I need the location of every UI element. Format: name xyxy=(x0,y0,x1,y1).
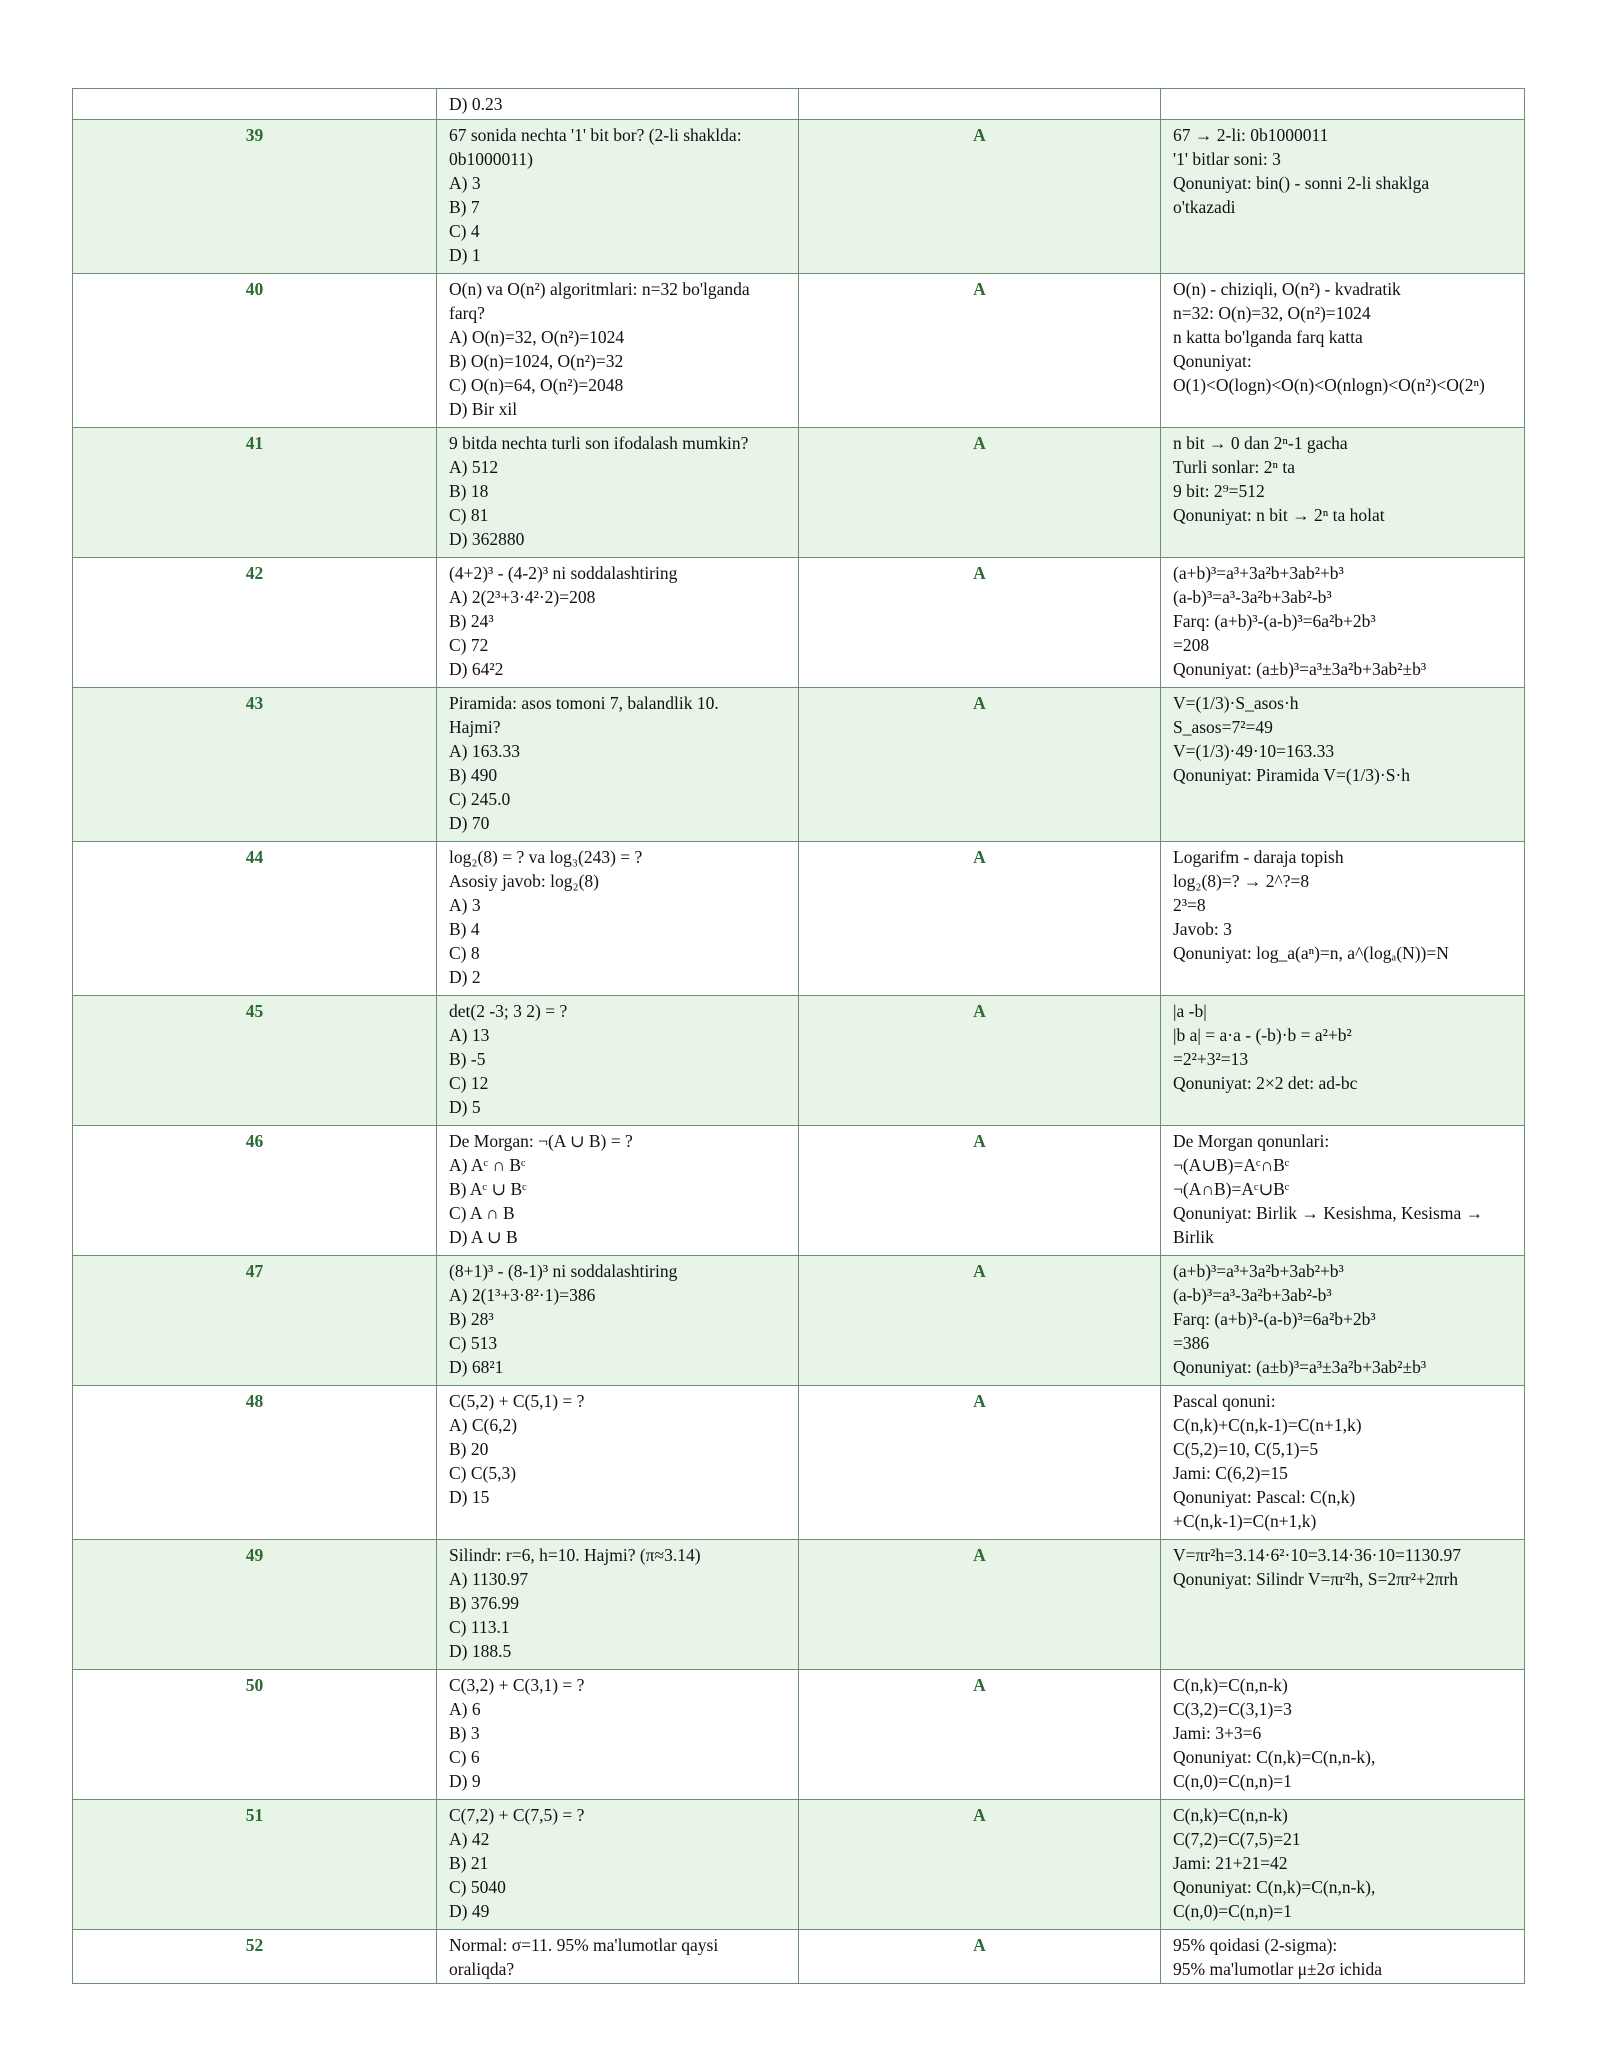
table-row xyxy=(73,1540,1525,1670)
question-line: det(2 -3; 3 2) = ? xyxy=(449,1001,568,1021)
explanation-line: (a-b)³=a³-3a²b+3ab²-b³ xyxy=(1173,1285,1332,1305)
explanation-line: 67 → 2-li: 0b1000011 xyxy=(1173,125,1329,145)
question-cell xyxy=(437,274,799,428)
explanation-line: ¬(A∩B)=Aᶜ∪Bᶜ xyxy=(1173,1179,1290,1199)
question-number: 52 xyxy=(73,1930,437,1984)
correct-answer: A xyxy=(799,1126,1161,1256)
explanation-line: +C(n,k-1)=C(n+1,k) xyxy=(1173,1511,1317,1531)
question-line: B) -5 xyxy=(449,1049,486,1069)
table-row xyxy=(73,120,1525,274)
question-line: D) A ∪ B xyxy=(449,1227,518,1247)
question-line: 0b1000011) xyxy=(449,149,533,169)
explanation-cell xyxy=(1161,1670,1525,1800)
table-row xyxy=(73,688,1525,842)
explanation-line: =2²+3²=13 xyxy=(1173,1049,1249,1069)
table-row xyxy=(73,428,1525,558)
question-line: C) 8 xyxy=(449,943,480,963)
explanation-line: log₂(8)=? → 2^?=8 xyxy=(1173,871,1310,891)
question-line: A) 13 xyxy=(449,1025,490,1045)
explanation-line: =208 xyxy=(1173,635,1210,655)
table-row xyxy=(73,1256,1525,1386)
question-line: Silindr: r=6, h=10. Hajmi? (π≈3.14) xyxy=(449,1545,701,1565)
explanation-line: Qonuniyat: Pascal: C(n,k) xyxy=(1173,1487,1356,1507)
explanation-line: |b a| = a·a - (-b)·b = a²+b² xyxy=(1173,1025,1352,1045)
question-line: A) 3 xyxy=(449,895,481,915)
explanation-line: =386 xyxy=(1173,1333,1210,1353)
question-cell xyxy=(437,842,799,996)
explanation-cell xyxy=(1161,1256,1525,1386)
question-line: C) 81 xyxy=(449,505,489,525)
table-row xyxy=(73,842,1525,996)
question-line: A) O(n)=32, O(n²)=1024 xyxy=(449,327,625,347)
question-line: Piramida: asos tomoni 7, balandlik 10. xyxy=(449,693,719,713)
explanation-line: C(7,2)=C(7,5)=21 xyxy=(1173,1829,1301,1849)
question-line: C) 513 xyxy=(449,1333,498,1353)
question-line: De Morgan: ¬(A ∪ B) = ? xyxy=(449,1131,633,1151)
explanation-line: Jami: C(6,2)=15 xyxy=(1173,1463,1288,1483)
question-number: 44 xyxy=(73,842,437,996)
correct-answer: A xyxy=(799,688,1161,842)
explanation-cell xyxy=(1161,558,1525,688)
question-line: A) 1130.97 xyxy=(449,1569,529,1589)
explanation-line: C(n,0)=C(n,n)=1 xyxy=(1173,1901,1292,1921)
explanation-cell xyxy=(1161,688,1525,842)
explanation-cell xyxy=(1161,1126,1525,1256)
question-line: C(5,2) + C(5,1) = ? xyxy=(449,1391,585,1411)
question-line: D) 188.5 xyxy=(449,1641,512,1661)
explanation-line: Qonuniyat: Piramida V=(1/3)·S·h xyxy=(1173,765,1411,785)
explanation-line: De Morgan qonunlari: xyxy=(1173,1131,1330,1151)
question-number: 45 xyxy=(73,996,437,1126)
explanation-line: V=πr²h=3.14·6²·10=3.14·36·10=1130.97 xyxy=(1173,1545,1462,1565)
explanation-line: Qonuniyat: (a±b)³=a³±3a²b+3ab²±b³ xyxy=(1173,1357,1427,1377)
question-cell xyxy=(437,1930,799,1984)
correct-answer: A xyxy=(799,842,1161,996)
question-line: A) 512 xyxy=(449,457,499,477)
explanation-line: Qonuniyat: log_a(aⁿ)=n, a^(logₐ(N))=N xyxy=(1173,943,1449,963)
question-line: D) 64²2 xyxy=(449,659,504,679)
question-line: A) Aᶜ ∩ Bᶜ xyxy=(449,1155,526,1175)
question-number: 39 xyxy=(73,120,437,274)
correct-answer: A xyxy=(799,274,1161,428)
explanation-line: Logarifm - daraja topish xyxy=(1173,847,1344,867)
question-line: Normal: σ=11. 95% ma'lumotlar qaysi xyxy=(449,1935,719,1955)
question-line: C(3,2) + C(3,1) = ? xyxy=(449,1675,585,1695)
explanation-line: O(n) - chiziqli, O(n²) - kvadratik xyxy=(1173,279,1401,299)
question-line: B) 490 xyxy=(449,765,498,785)
correct-answer: A xyxy=(799,428,1161,558)
question-line: D) 362880 xyxy=(449,529,525,549)
question-number xyxy=(73,89,437,120)
question-line: C) 72 xyxy=(449,635,489,655)
explanation-line: C(n,0)=C(n,n)=1 xyxy=(1173,1771,1292,1791)
table-row xyxy=(73,1800,1525,1930)
question-line: O(n) va O(n²) algoritmlari: n=32 bo'lganda xyxy=(449,279,750,299)
correct-answer: A xyxy=(799,1540,1161,1670)
explanation-line: V=(1/3)·S_asos·h xyxy=(1173,693,1299,713)
question-line: oraliqda? xyxy=(449,1959,515,1979)
question-line: B) 20 xyxy=(449,1439,489,1459)
table-row xyxy=(73,1386,1525,1540)
question-number: 51 xyxy=(73,1800,437,1930)
explanation-line: C(n,k)=C(n,n-k) xyxy=(1173,1805,1288,1825)
question-line: D) 15 xyxy=(449,1487,490,1507)
question-line: B) 18 xyxy=(449,481,489,501)
question-line: C) C(5,3) xyxy=(449,1463,517,1483)
table-row xyxy=(73,274,1525,428)
explanation-line: n bit → 0 dan 2ⁿ-1 gacha xyxy=(1173,433,1348,453)
explanation-line: Qonuniyat: (a±b)³=a³±3a²b+3ab²±b³ xyxy=(1173,659,1427,679)
question-line: D) 1 xyxy=(449,245,481,265)
question-line: B) 7 xyxy=(449,197,480,217)
question-line: D) 2 xyxy=(449,967,481,987)
question-number: 49 xyxy=(73,1540,437,1670)
question-cell xyxy=(437,1386,799,1540)
explanation-cell xyxy=(1161,89,1525,120)
question-line: C) 12 xyxy=(449,1073,489,1093)
explanation-line: Qonuniyat: 2×2 det: ad-bc xyxy=(1173,1073,1358,1093)
question-line: B) Aᶜ ∪ Bᶜ xyxy=(449,1179,527,1199)
question-cell xyxy=(437,1540,799,1670)
question-line: D) 9 xyxy=(449,1771,481,1791)
question-cell xyxy=(437,120,799,274)
explanation-line: Qonuniyat: n bit → 2ⁿ ta holat xyxy=(1173,505,1385,525)
question-line: D) 0.23 xyxy=(449,94,503,114)
question-number: 47 xyxy=(73,1256,437,1386)
question-line: 9 bitda nechta turli son ifodalash mumkin? xyxy=(449,433,749,453)
explanation-cell xyxy=(1161,120,1525,274)
explanation-line: C(3,2)=C(3,1)=3 xyxy=(1173,1699,1292,1719)
question-number: 50 xyxy=(73,1670,437,1800)
explanation-line: 95% qoidasi (2-sigma): xyxy=(1173,1935,1338,1955)
question-line: B) 28³ xyxy=(449,1309,494,1329)
explanation-line: Qonuniyat: C(n,k)=C(n,n-k), xyxy=(1173,1747,1376,1767)
explanation-cell xyxy=(1161,1930,1525,1984)
question-line: A) 3 xyxy=(449,173,481,193)
explanation-line: Javob: 3 xyxy=(1173,919,1232,939)
question-line: B) 376.99 xyxy=(449,1593,519,1613)
correct-answer: A xyxy=(799,1800,1161,1930)
question-line: A) 6 xyxy=(449,1699,481,1719)
answer-table xyxy=(72,88,1525,1984)
question-line: C) A ∩ B xyxy=(449,1203,515,1223)
correct-answer: A xyxy=(799,1386,1161,1540)
explanation-line: C(5,2)=10, C(5,1)=5 xyxy=(1173,1439,1319,1459)
question-number: 42 xyxy=(73,558,437,688)
explanation-line: C(n,k)=C(n,n-k) xyxy=(1173,1675,1288,1695)
explanation-line: n katta bo'lganda farq katta xyxy=(1173,327,1363,347)
explanation-line: V=(1/3)·49·10=163.33 xyxy=(1173,741,1335,761)
explanation-cell xyxy=(1161,1540,1525,1670)
question-line: D) 5 xyxy=(449,1097,481,1117)
question-line: Hajmi? xyxy=(449,717,501,737)
explanation-line: (a+b)³=a³+3a²b+3ab²+b³ xyxy=(1173,1261,1344,1281)
question-line: A) 2(2³+3·4²·2)=208 xyxy=(449,587,596,607)
explanation-line: '1' bitlar soni: 3 xyxy=(1173,149,1281,169)
question-cell xyxy=(437,996,799,1126)
correct-answer: A xyxy=(799,120,1161,274)
correct-answer: A xyxy=(799,1256,1161,1386)
question-line: C) 4 xyxy=(449,221,480,241)
question-cell xyxy=(437,1670,799,1800)
explanation-cell xyxy=(1161,428,1525,558)
question-line: C) 6 xyxy=(449,1747,480,1767)
correct-answer xyxy=(799,89,1161,120)
table-row xyxy=(73,89,1525,120)
table-row xyxy=(73,996,1525,1126)
explanation-line: Qonuniyat: Birlik → Kesishma, Kesisma → xyxy=(1173,1203,1484,1223)
question-cell xyxy=(437,1800,799,1930)
question-cell xyxy=(437,428,799,558)
explanation-line: (a-b)³=a³-3a²b+3ab²-b³ xyxy=(1173,587,1332,607)
explanation-line: Farq: (a+b)³-(a-b)³=6a²b+2b³ xyxy=(1173,611,1376,631)
explanation-line: ¬(A∪B)=Aᶜ∩Bᶜ xyxy=(1173,1155,1290,1175)
question-line: C) O(n)=64, O(n²)=2048 xyxy=(449,375,624,395)
question-line: D) Bir xil xyxy=(449,399,518,419)
explanation-line: 2³=8 xyxy=(1173,895,1206,915)
explanation-line: |a -b| xyxy=(1173,1001,1207,1021)
explanation-line: S_asos=7²=49 xyxy=(1173,717,1273,737)
explanation-line: 95% ma'lumotlar μ±2σ ichida xyxy=(1173,1959,1382,1979)
question-line: log₂(8) = ? va log₃(243) = ? xyxy=(449,847,643,867)
explanation-line: Turli sonlar: 2ⁿ ta xyxy=(1173,457,1296,477)
explanation-line: Farq: (a+b)³-(a-b)³=6a²b+2b³ xyxy=(1173,1309,1376,1329)
question-line: D) 49 xyxy=(449,1901,490,1921)
explanation-line: Jami: 3+3=6 xyxy=(1173,1723,1262,1743)
correct-answer: A xyxy=(799,1670,1161,1800)
explanation-line: Qonuniyat: C(n,k)=C(n,n-k), xyxy=(1173,1877,1376,1897)
explanation-line: Qonuniyat: xyxy=(1173,351,1252,371)
question-line: C(7,2) + C(7,5) = ? xyxy=(449,1805,585,1825)
question-number: 43 xyxy=(73,688,437,842)
explanation-line: O(1)<O(logn)<O(n)<O(nlogn)<O(n²)<O(2ⁿ) xyxy=(1173,375,1485,395)
explanation-cell xyxy=(1161,996,1525,1126)
question-line: C) 5040 xyxy=(449,1877,506,1897)
question-line: A) C(6,2) xyxy=(449,1415,518,1435)
table-row xyxy=(73,1930,1525,1984)
question-cell xyxy=(437,688,799,842)
explanation-cell xyxy=(1161,274,1525,428)
question-number: 46 xyxy=(73,1126,437,1256)
explanation-line: Qonuniyat: bin() - sonni 2-li shaklga xyxy=(1173,173,1430,193)
question-line: B) 21 xyxy=(449,1853,489,1873)
question-line: B) 4 xyxy=(449,919,480,939)
table-row xyxy=(73,558,1525,688)
explanation-line: o'tkazadi xyxy=(1173,197,1236,217)
explanation-cell xyxy=(1161,1386,1525,1540)
correct-answer: A xyxy=(799,996,1161,1126)
explanation-line: Pascal qonuni: xyxy=(1173,1391,1276,1411)
explanation-line: (a+b)³=a³+3a²b+3ab²+b³ xyxy=(1173,563,1344,583)
question-number: 48 xyxy=(73,1386,437,1540)
question-line: farq? xyxy=(449,303,485,323)
question-line: B) O(n)=1024, O(n²)=32 xyxy=(449,351,624,371)
question-line: B) 24³ xyxy=(449,611,494,631)
correct-answer: A xyxy=(799,1930,1161,1984)
explanation-line: Jami: 21+21=42 xyxy=(1173,1853,1288,1873)
question-line: D) 68²1 xyxy=(449,1357,504,1377)
explanation-line: n=32: O(n)=32, O(n²)=1024 xyxy=(1173,303,1371,323)
explanation-line: 9 bit: 2⁹=512 xyxy=(1173,481,1265,501)
question-cell xyxy=(437,1126,799,1256)
question-line: C) 113.1 xyxy=(449,1617,510,1637)
correct-answer: A xyxy=(799,558,1161,688)
explanation-cell xyxy=(1161,1800,1525,1930)
question-number: 40 xyxy=(73,274,437,428)
answer-table-body xyxy=(73,89,1525,1984)
question-line: A) 42 xyxy=(449,1829,490,1849)
question-line: Asosiy javob: log₂(8) xyxy=(449,871,599,891)
question-line: (8+1)³ - (8-1)³ ni soddalashtiring xyxy=(449,1261,678,1281)
question-line: C) 245.0 xyxy=(449,789,511,809)
explanation-line: Birlik xyxy=(1173,1227,1214,1247)
question-cell xyxy=(437,558,799,688)
question-line: A) 2(1³+3·8²·1)=386 xyxy=(449,1285,596,1305)
question-line: B) 3 xyxy=(449,1723,480,1743)
question-line: (4+2)³ - (4-2)³ ni soddalashtiring xyxy=(449,563,678,583)
question-cell xyxy=(437,89,799,120)
explanation-line: Qonuniyat: Silindr V=πr²h, S=2πr²+2πrh xyxy=(1173,1569,1459,1589)
explanation-cell xyxy=(1161,842,1525,996)
table-row xyxy=(73,1126,1525,1256)
table-row xyxy=(73,1670,1525,1800)
question-line: A) 163.33 xyxy=(449,741,520,761)
question-line: D) 70 xyxy=(449,813,490,833)
question-number: 41 xyxy=(73,428,437,558)
question-line: 67 sonida nechta '1' bit bor? (2-li shaklda: xyxy=(449,125,742,145)
explanation-line: C(n,k)+C(n,k-1)=C(n+1,k) xyxy=(1173,1415,1362,1435)
question-cell xyxy=(437,1256,799,1386)
